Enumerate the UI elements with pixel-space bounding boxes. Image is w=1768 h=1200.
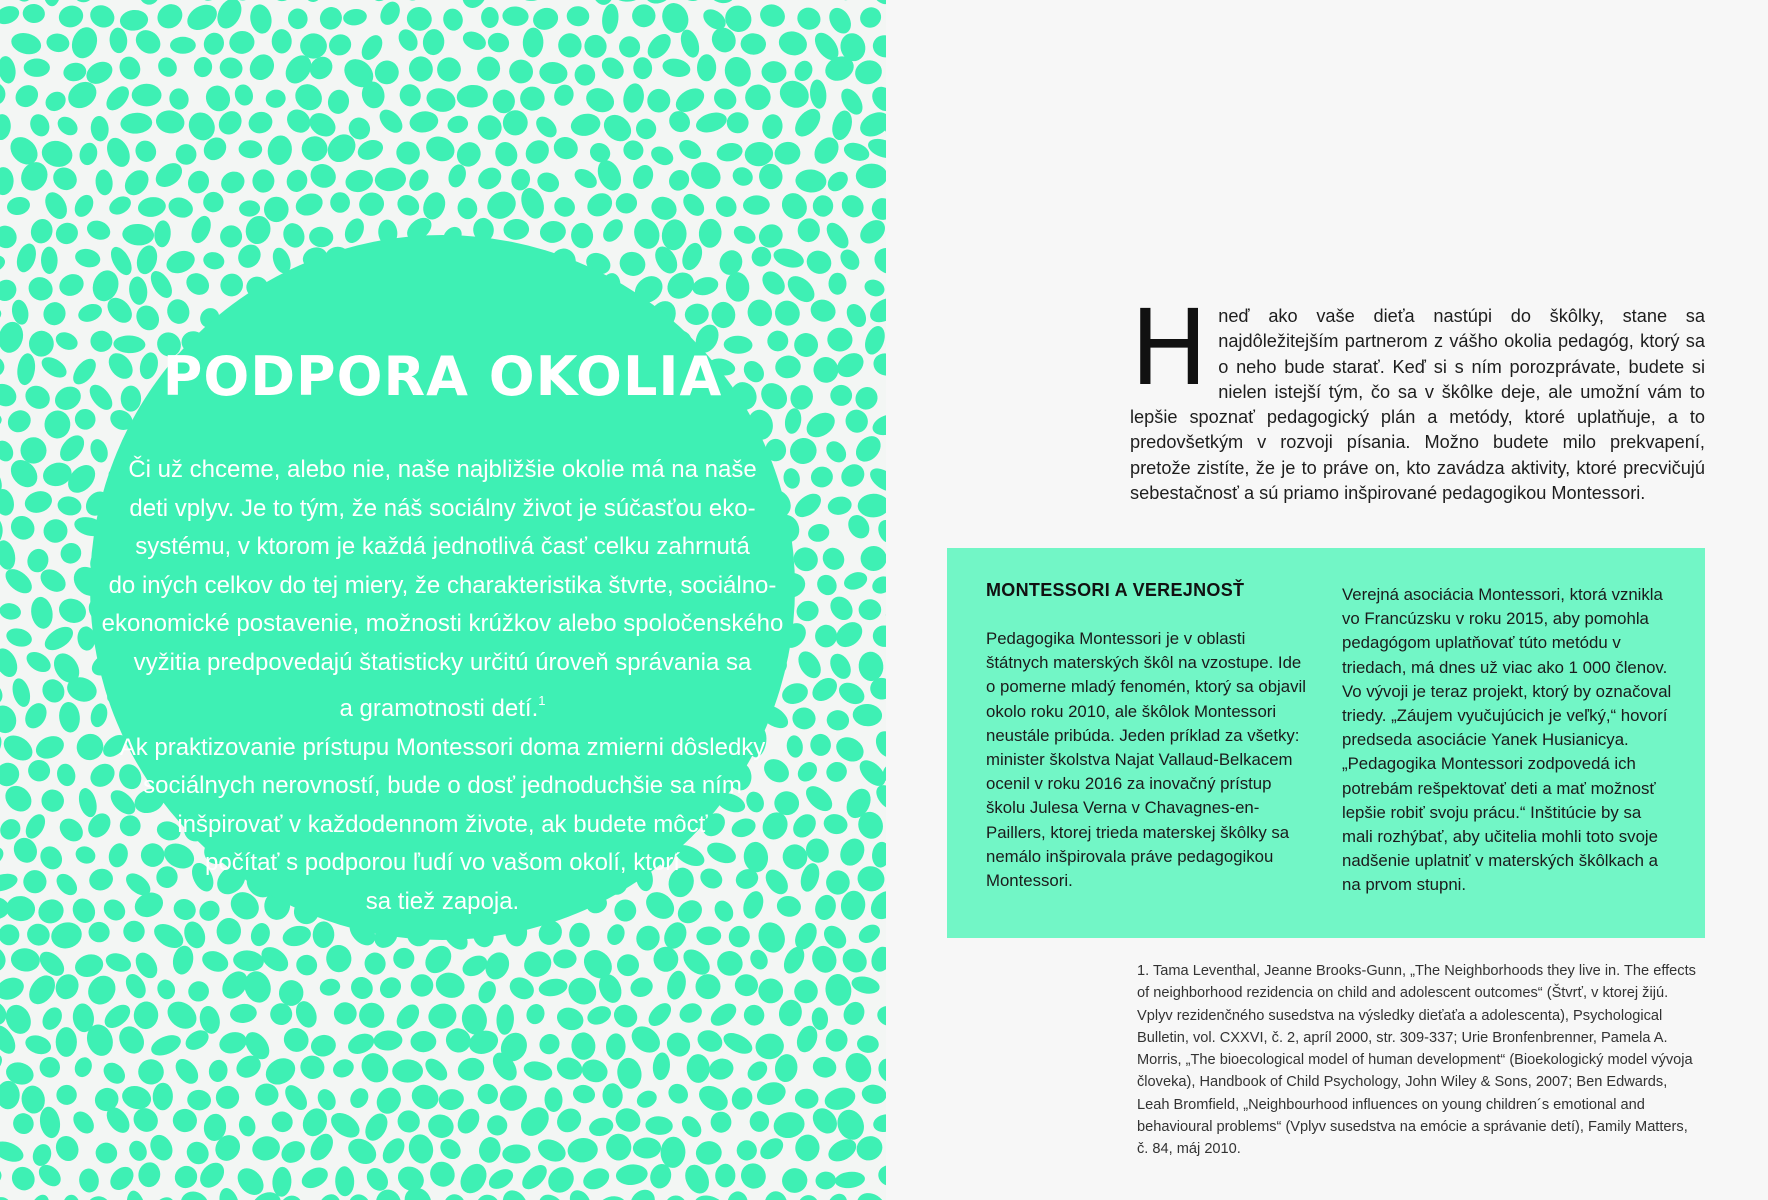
box-column-right <box>1342 583 1672 898</box>
body-line: Či už chceme, alebo nie, naše najbližšie okolie má na naše <box>128 456 757 483</box>
circle-content <box>90 345 795 921</box>
box-text-right: Verejná asociácia Montessori, ktorá vznikla vo Francúzsku v roku 2015, aby pomohla pedagógom uplatňovať túto metódu v triedach, má dnes už viac ako 1 000 členov. Vo vývoji je teraz projekt, ktorý by označoval triedy. „Záujem vyučujúcich je veľký,“ hovorí predseda asociácie Yanek Husianicya. „Pedagogika Montessori zodpovedá ich potrebám rešpektovať deti a mať možnosť lepšie robiť svoju prácu.“ Inštitúcie by sa mali rozhýbať, aby učitelia mohli toto svoje nadšenie uplatniť v materských škôlkach a na prvom stupni. <box>1342 585 1672 895</box>
body-line: vyžitia predpovedajú štatisticky určitú úroveň správania sa <box>133 648 752 676</box>
body-line-with-note <box>90 682 795 729</box>
body-line: počítať s podporou ľudí vo vašom okolí, ktorí <box>205 849 680 876</box>
footnote <box>1137 960 1702 1161</box>
body-line: Ak praktizovanie prístupu Montessori doma zmierni dôsledky <box>119 733 766 761</box>
box-title: MONTESSORI A VEREJNOSŤ <box>986 580 1245 600</box>
body-line: a gramotnosti detí. <box>339 695 539 722</box>
body-line: systému, v ktorom je každá jednotlivá časť celku zahrnutá <box>135 533 750 560</box>
page-title: PODPORA OKOLIA <box>162 345 723 408</box>
sidebar-box <box>947 548 1705 938</box>
footnote-reference[interactable]: 1 <box>538 693 546 708</box>
body-line: deti vplyv. Je to tým, že náš sociálny život je súčasťou eko- <box>129 494 756 522</box>
body-line: ekonomické postavenie, možnosti krúžkov alebo spoločenského <box>101 610 784 637</box>
footnote-text: 1. Tama Leventhal, Jeanne Brooks-Gunn, „The Neighborhoods they live in. The effects of neighborhood rezidencia on child and adolescent outcomes“ (Štvrť, v ktorej žijú. Vplyv rezidenčného susedstva na výsledky dieťaťa a adolescenta), Psychological Bulletin, vol. CXXVI, č. 2, apríl 2000, str. 309-337; Urie Bronfenbrenner, Pamela A. Morris, „The bioecological model of human development“ (Bioekologický model vývoja človeka), Handbook of Child Psychology, John Wiley & Sons, 2007; Ben Edwards, Leah Bromfield, „Neighbourhood influences on young children´s emotional and behavioural problems“ (Vplyv susedstva na emócie a správanie detí), Family Matters, č. 84, máj 2010. <box>1137 963 1696 1158</box>
box-column-left <box>986 580 1306 893</box>
body-line: sociálnych nerovností, bude o dosť jednoduchšie sa ním <box>143 772 742 799</box>
body-line: do iných celkov do tej miery, že charakteristika štvrte, sociálno- <box>108 571 777 599</box>
box-text-left: Pedagogika Montessori je v oblasti štátnych materských škôl na vzostupe. Ide o pomerne mladý fenomén, ktorý sa objavil okolo roku 2010, ale škôlok Montessori neustále pribúda. Jeden príklad za všetky: minister školstva Najat Vallaud-Belkacem ocenil v roku 2016 za inovačný prístup školu Julesa Verna v Chavagnes-en-Paillers, ktorej trieda materskej škôlky sa nemálo inšpirovala práve pedagogikou Montessori. <box>986 629 1306 891</box>
body-line: inšpirovať v každodennom živote, ak budete môcť <box>177 810 708 838</box>
body-line: sa tiež zapoja. <box>365 887 520 915</box>
circle-body-text <box>90 451 795 921</box>
intro-text: neď ako vaše dieťa nastúpi do škôlky, stane sa najdôležitejším partnerom z vášho okolia pedagóg, ktorý sa o neho bude starať. Keď si s ním porozprávate, budete si nielen istejší tým, čo sa v škôlke deje, ale umožní vám to lepšie spoznať pedagogický plán a metódy, ktoré uplatňuje, a to predovšetkým v rozvoji písania. Možno budete milo prekvapení, pretože zistíte, že je to práve on, kto zavádza aktivity, ktoré precvičujú sebestačnosť a sú priamo inšpirované pedagogikou Montessori. <box>1130 306 1705 504</box>
drop-cap: H <box>1130 287 1209 409</box>
intro-paragraph <box>1130 287 1705 506</box>
